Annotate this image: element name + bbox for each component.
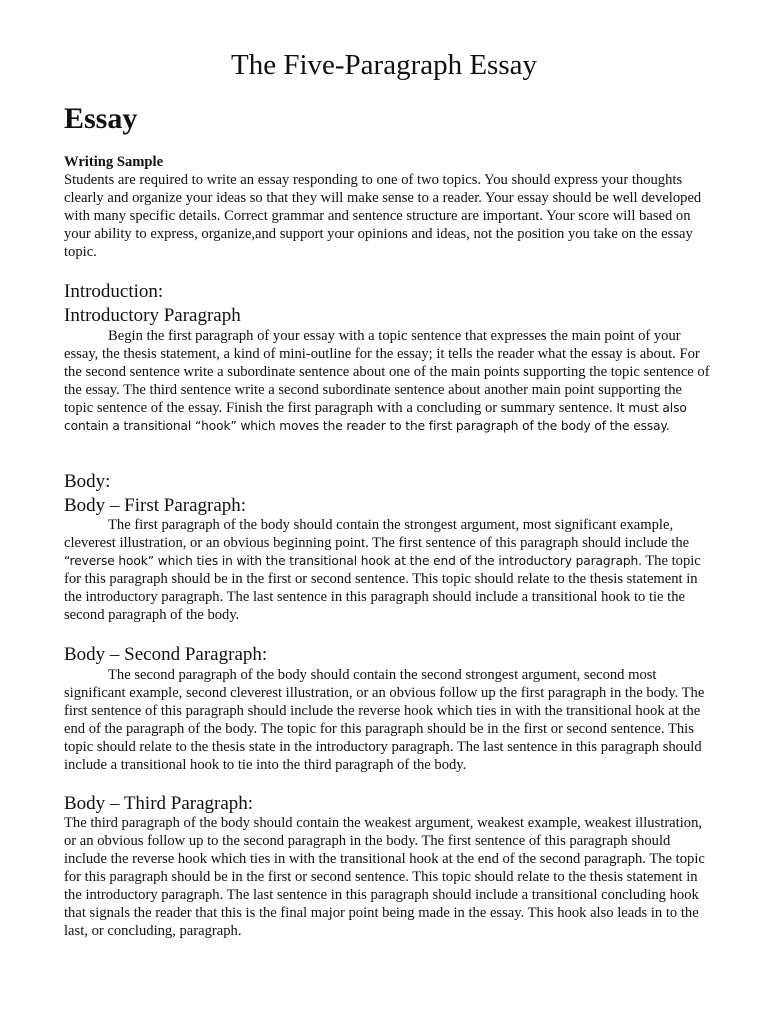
writing-sample-label: Writing Sample bbox=[64, 154, 164, 170]
body-first-text-b: “reverse hook” which ties in with the transitional hook at the end of the introductory paragraph. bbox=[64, 554, 642, 568]
body-third-heading: Body – Third Paragraph: bbox=[64, 793, 254, 814]
body-first-text bbox=[64, 516, 714, 624]
introductory-paragraph-text bbox=[64, 327, 714, 435]
intro-text-hook: It must also contain a transitional “hook” which moves the reader to the first paragraph of the body of the essay. bbox=[64, 401, 687, 433]
document-title: The Five-Paragraph Essay bbox=[230, 49, 537, 81]
body-second-text-body: The second paragraph of the body should contain the second strongest argument, second most significant example, second cleverest illustration, or an obvious follow up the first paragraph in the body. The first sentence of this paragraph should include the reverse hook which ties in with the transitional hook at the end of the paragraph of the body. The topic for this paragraph should be in the first or second sentence. This topic should relate to the thesis state in the introductory paragraph. The last sentence in this paragraph should include a transitional hook to tie into the third paragraph of the body. bbox=[64, 667, 705, 773]
body-second-text bbox=[64, 666, 714, 774]
body-first-text-a: The first paragraph of the body should contain the strongest argument, most significant example, cleverest illustration, or an obvious beginning point. The first sentence of this paragraph should include the bbox=[64, 517, 690, 551]
body-heading: Body: bbox=[64, 471, 111, 492]
writing-sample-text: Students are required to write an essay responding to one of two topics. You should express your thoughts clearly and organize your ideas so that they will make sense to a reader. Your essay should be well developed with many specific details. Correct grammar and sentence structure are important. Your score will based on your ability to express, organize,and support your opinions and ideas, not the position you take on the essay topic. bbox=[64, 172, 702, 260]
introductory-paragraph-heading: Introductory Paragraph bbox=[64, 305, 241, 326]
essay-heading: Essay bbox=[64, 102, 138, 135]
body-first-heading: Body – First Paragraph: bbox=[64, 495, 247, 516]
introduction-heading: Introduction: bbox=[64, 281, 164, 302]
body-first-text-c: The topic for this paragraph should be in the first or second sentence. This topic should relate to the thesis statement in the introductory paragraph. The last sentence in this paragraph should include a transitional hook to tie the second paragraph of the body. bbox=[64, 553, 701, 623]
body-third-text: The third paragraph of the body should contain the weakest argument, weakest example, weakest illustration, or an obvious follow up to the second paragraph in the body. The first sentence of this paragraph should include the reverse hook which ties in with the transitional hook at the end of the second paragraph. The topic for this paragraph should be in the first or second sentence. This topic should relate to the thesis statement in the introductory paragraph. The last sentence in this paragraph should include a transitional concluding hook that signals the reader that this is the final major point being made in the essay. This hook also leads in to the last, or concluding, paragraph. bbox=[64, 815, 705, 939]
intro-text-main: Begin the first paragraph of your essay with a topic sentence that expresses the main point of your essay, the thesis statement, a kind of mini-outline for the essay; it tells the reader what the essay is about. For the second sentence write a subordinate sentence about one of the main points supporting the topic sentence of the essay. The third sentence write a second subordinate sentence about another main point supporting the topic sentence of the essay. Finish the first paragraph with a concluding or summary sentence. bbox=[64, 328, 710, 416]
body-second-heading: Body – Second Paragraph: bbox=[64, 644, 268, 665]
